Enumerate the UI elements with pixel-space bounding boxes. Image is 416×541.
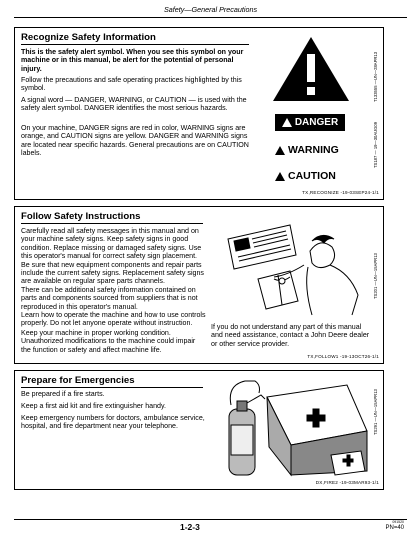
paragraph: Be prepared if a fire starts. bbox=[21, 390, 105, 398]
paragraph: Carefully read all safety messages in this manual and on your machine safety signs. Keep safety signs in good condition. Replace missing or damaged safety signs. Use this operator's manual for correct safety sign placement. Be sure that new equipment components and repair parts include the current safety signs. Replacement safety signs are available on regular spare parts channels. bbox=[21, 227, 204, 286]
alert-triangle-icon bbox=[275, 172, 285, 181]
intro-text: This is the safety alert symbol. When you see this symbol on your machine or in this manual, be alert for the potential of personal injury. bbox=[21, 48, 244, 73]
section-title: Follow Safety Instructions bbox=[21, 211, 141, 222]
figure-ref: T133555 —UN—28APR13 bbox=[373, 51, 378, 102]
paragraph: There can be additional safety information contained on parts and components sourced from suppliers that is not reproduced in this operator's manual. bbox=[21, 286, 198, 311]
figure-ref: TS187 — 19—30AUG09 bbox=[373, 121, 378, 168]
prepare-emergencies-section bbox=[14, 370, 384, 490]
danger-sign: DANGER bbox=[275, 114, 345, 131]
title-rule bbox=[21, 44, 249, 45]
warning-sign: WARNING bbox=[275, 144, 339, 156]
alert-triangle-icon bbox=[275, 146, 285, 155]
doc-ref: TX,FOLLOW1 -19-13OCT26-1/1 bbox=[307, 354, 379, 359]
paragraph: On your machine, DANGER signs are red in color, WARNING signs are orange, and CAUTION signs are yellow. DANGER and WARNING signs are located near specific hazards. General precautions are on CAUTION labels. bbox=[21, 124, 249, 158]
paragraph: Follow the precautions and safe operating practices highlighted by this symbol. bbox=[21, 76, 242, 93]
figure-ref: TS201 —UN—15APR13 bbox=[373, 253, 378, 299]
paragraph: Keep a first aid kit and fire extinguisher handy. bbox=[21, 402, 166, 410]
alert-triangle-icon bbox=[282, 118, 292, 127]
paragraph: Keep emergency numbers for doctors, ambulance service, hospital, and fire department near your telephone. bbox=[21, 414, 205, 431]
page-header bbox=[14, 3, 407, 18]
paragraph: A signal word — DANGER, WARNING, or CAUTION — is used with the safety alert symbol. DANGER identifies the most serious hazards. bbox=[21, 96, 247, 113]
fire-extinguisher-first-aid-kit-illustration bbox=[211, 375, 371, 479]
recognize-safety-section bbox=[14, 27, 384, 200]
section-title: Recognize Safety Information bbox=[21, 32, 156, 43]
safety-alert-symbol-icon bbox=[270, 34, 352, 104]
footer-code: 091520 bbox=[392, 520, 404, 524]
figure-ref: TS291 —UN—15APR13 bbox=[373, 389, 378, 435]
page-number: 1-2-3 bbox=[180, 522, 200, 532]
title-rule bbox=[21, 387, 203, 388]
paragraph: Keep your machine in proper working condition. Unauthorized modifications to the machine could impair the function or safety and affect machine life. bbox=[21, 329, 196, 354]
footer-rule bbox=[14, 519, 407, 520]
section-title: Prepare for Emergencies bbox=[21, 375, 135, 386]
caution-sign: CAUTION bbox=[275, 170, 336, 182]
pn-number: PN=40 bbox=[385, 525, 404, 531]
doc-ref: DX,FIRE2 -19-03MAR93-1/1 bbox=[315, 480, 379, 485]
paragraph: Learn how to operate the machine and how to use controls properly. Do not let anyone operate without instruction. bbox=[21, 311, 206, 328]
title-rule bbox=[21, 223, 203, 224]
paragraph: If you do not understand any part of this manual and need assistance, contact a John Deere dealer or other service provider. bbox=[211, 323, 370, 348]
person-reading-manual-illustration bbox=[220, 221, 368, 317]
header-title: Safety—General Precautions bbox=[163, 5, 258, 14]
follow-safety-section bbox=[14, 206, 384, 364]
doc-ref: TX,RECOGNIZE -19-03SEP24-1/1 bbox=[302, 190, 379, 195]
